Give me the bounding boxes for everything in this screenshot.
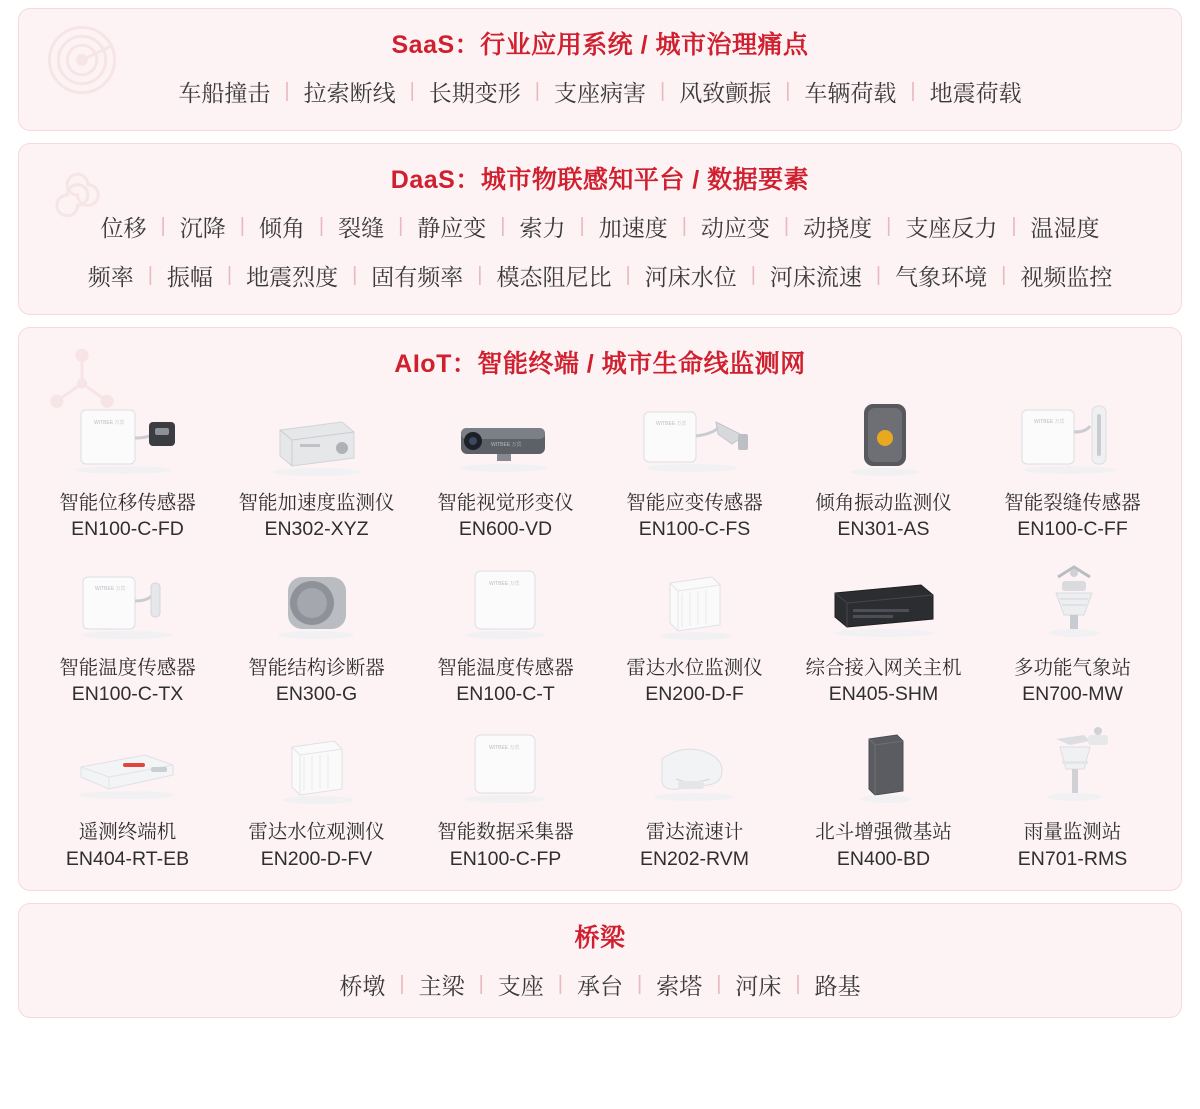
list-item[interactable]: 长期变形 — [428, 80, 521, 106]
daas-tag-row-2 — [19, 251, 1181, 300]
separator: | — [534, 80, 540, 102]
list-item[interactable]: 拉索断线 — [303, 80, 396, 106]
separator: | — [226, 264, 233, 286]
device-model: EN700-MW — [1022, 682, 1123, 705]
radar-water-level-icon — [620, 557, 770, 649]
list-item[interactable]: 桥墩 — [339, 972, 386, 999]
device-card[interactable] — [411, 386, 600, 551]
list-item[interactable]: 索力 — [519, 215, 566, 241]
saas-title-cn: 行业应用系统 / 城市治理痛点 — [480, 31, 809, 59]
device-card[interactable] — [978, 715, 1167, 880]
structure-diagnostic-icon — [242, 557, 392, 649]
separator: | — [795, 972, 801, 995]
telemetry-terminal-icon — [53, 721, 203, 813]
device-model: EN300-G — [275, 682, 358, 705]
separator: | — [1011, 215, 1017, 237]
svg-text:WITBEE 万宾: WITBEE 万宾 — [94, 585, 126, 592]
device-model: EN404-RT-EB — [65, 847, 190, 870]
device-model: EN100-C-FD — [71, 518, 184, 541]
list-item[interactable]: 支座反力 — [905, 215, 998, 241]
device-card[interactable] — [600, 715, 789, 880]
list-item[interactable]: 风致颤振 — [679, 80, 772, 106]
separator: | — [910, 80, 916, 102]
device-name: 雷达水位观测仪 — [248, 821, 385, 844]
separator: | — [716, 972, 722, 995]
separator: | — [625, 264, 631, 286]
separator: | — [637, 972, 643, 995]
list-item[interactable]: 动应变 — [700, 215, 770, 241]
separator: | — [160, 215, 166, 237]
device-model: EN100-C-TX — [71, 682, 184, 705]
device-model: EN202-RVM — [639, 847, 750, 870]
device-card[interactable] — [978, 386, 1167, 551]
device-name: 智能应变传感器 — [626, 492, 763, 514]
aiot-title-en: AIoT： — [394, 350, 478, 378]
separator: | — [886, 215, 892, 237]
device-card[interactable] — [789, 386, 978, 551]
list-item[interactable]: 振幅 — [166, 264, 213, 290]
list-item[interactable]: 温湿度 — [1030, 215, 1100, 241]
separator: | — [500, 215, 506, 237]
list-item[interactable]: 河床 — [735, 972, 782, 999]
device-model: EN100-C-FF — [1017, 518, 1128, 541]
radar-water-observer-icon — [242, 721, 392, 813]
device-card[interactable] — [33, 551, 222, 716]
device-card[interactable] — [222, 386, 411, 551]
device-model: EN600-VD — [458, 518, 553, 541]
daas-panel — [18, 143, 1182, 315]
device-name: 智能位移传感器 — [59, 492, 196, 514]
device-model: EN400-BD — [836, 847, 931, 870]
list-item[interactable]: 模态阻尼比 — [496, 264, 612, 290]
device-name: 智能温度传感器 — [437, 656, 574, 679]
list-item[interactable]: 河床水位 — [644, 264, 737, 290]
radar-flow-meter-icon — [620, 721, 770, 813]
separator: | — [398, 215, 404, 237]
data-collector-icon — [431, 721, 581, 813]
svg-text:WITBEE 万宾: WITBEE 万宾 — [490, 442, 522, 448]
device-card[interactable] — [222, 715, 411, 880]
device-name: 智能温度传感器 — [59, 656, 196, 679]
separator: | — [477, 264, 483, 286]
vision-camera-icon — [431, 392, 581, 484]
device-model: EN200-D-F — [645, 682, 744, 705]
svg-text:WITBEE 万宾: WITBEE 万宾 — [93, 420, 125, 426]
saas-panel — [18, 8, 1182, 131]
list-item[interactable]: 地震烈度 — [246, 264, 339, 290]
bridge-title: 桥梁 — [574, 923, 626, 952]
device-name: 综合接入网关主机 — [805, 656, 962, 679]
list-item[interactable]: 气象环境 — [895, 264, 988, 290]
temperature-panel-icon — [431, 557, 581, 649]
rain-gauge-icon — [998, 721, 1148, 813]
saas-title — [19, 9, 1181, 67]
device-card[interactable] — [978, 551, 1167, 716]
aiot-title-cn: 智能终端 / 城市生命线监测网 — [477, 350, 806, 378]
list-item[interactable]: 频率 — [87, 264, 134, 290]
svg-text:WITBEE 万宾: WITBEE 万宾 — [655, 421, 687, 427]
daas-tag-row-1 — [19, 202, 1181, 251]
device-name: 智能加速度监测仪 — [238, 492, 395, 514]
device-name: 北斗增强微基站 — [815, 821, 952, 844]
separator: | — [147, 264, 153, 286]
separator: | — [875, 264, 882, 286]
list-item[interactable]: 沉降 — [179, 215, 226, 241]
inclination-vibration-icon — [809, 392, 959, 484]
device-name: 雨量监测站 — [1023, 821, 1122, 844]
device-model: EN100-C-FS — [638, 518, 751, 541]
device-card[interactable] — [411, 715, 600, 880]
device-name: 雷达水位监测仪 — [626, 656, 763, 679]
aiot-title — [19, 328, 1181, 382]
list-item[interactable]: 车辆荷载 — [804, 80, 897, 106]
list-item[interactable]: 路基 — [814, 972, 861, 999]
device-card[interactable] — [222, 551, 411, 716]
list-item[interactable]: 静应变 — [417, 215, 487, 241]
device-name: 多功能气象站 — [1013, 656, 1131, 679]
device-model: EN405-SHM — [828, 682, 939, 705]
daas-title — [19, 144, 1181, 202]
list-item[interactable]: 倾角 — [258, 215, 305, 241]
list-item[interactable]: 索塔 — [656, 972, 703, 999]
separator: | — [409, 80, 415, 102]
list-item[interactable]: 固有频率 — [371, 264, 464, 290]
separator: | — [681, 215, 687, 237]
beidou-station-icon — [809, 721, 959, 813]
device-model: EN100-C-T — [456, 682, 555, 705]
daas-title-en: DaaS： — [390, 166, 481, 194]
device-model: EN200-D-FV — [260, 847, 373, 870]
device-model: EN701-RMS — [1017, 847, 1128, 870]
device-name: 智能结构诊断器 — [248, 656, 385, 679]
separator: | — [352, 264, 358, 286]
accelerometer-box-icon — [242, 392, 392, 484]
device-name: 智能数据采集器 — [437, 821, 574, 844]
saas-tag-row — [19, 67, 1181, 116]
separator: | — [785, 80, 791, 102]
saas-title-en: SaaS： — [391, 31, 481, 59]
svg-text:WITBEE 万宾: WITBEE 万宾 — [488, 745, 520, 752]
daas-title-cn: 城市物联感知平台 / 数据要素 — [480, 166, 810, 194]
device-card[interactable] — [33, 715, 222, 880]
device-name: 智能视觉形变仪 — [437, 492, 574, 514]
list-item[interactable]: 裂缝 — [338, 215, 385, 241]
device-card[interactable] — [789, 551, 978, 716]
device-model: EN301-AS — [837, 518, 930, 541]
separator: | — [478, 972, 484, 995]
separator: | — [399, 972, 405, 995]
separator: | — [284, 80, 290, 102]
temperature-sensor-icon — [53, 557, 203, 649]
separator: | — [783, 215, 790, 237]
separator: | — [579, 215, 585, 237]
crack-sensor-icon — [998, 392, 1148, 484]
list-item[interactable]: 视频监控 — [1020, 264, 1113, 290]
list-item[interactable]: 河床流速 — [769, 264, 862, 290]
separator: | — [750, 264, 756, 286]
separator: | — [1001, 264, 1007, 286]
separator: | — [318, 215, 325, 237]
list-item[interactable]: 承台 — [577, 972, 623, 999]
device-grid — [19, 382, 1181, 890]
device-name: 智能裂缝传感器 — [1004, 492, 1141, 514]
list-item[interactable]: 地震荷载 — [929, 80, 1022, 106]
list-item[interactable]: 主梁 — [418, 972, 465, 999]
bridge-tag-row — [19, 960, 1181, 1017]
device-name: 遥测终端机 — [78, 821, 177, 844]
weather-station-icon — [998, 557, 1148, 649]
device-model: EN302-XYZ — [264, 518, 369, 541]
svg-text:WITBEE 万宾: WITBEE 万宾 — [1033, 419, 1065, 425]
list-item[interactable]: 支座病害 — [554, 80, 646, 106]
list-item[interactable]: 加速度 — [598, 215, 668, 241]
device-card[interactable] — [600, 386, 789, 551]
device-name: 倾角振动监测仪 — [815, 492, 952, 514]
separator: | — [557, 972, 563, 995]
device-model: EN100-C-FP — [449, 847, 562, 870]
separator: | — [239, 215, 245, 237]
svg-text:WITBEE 万宾: WITBEE 万宾 — [488, 580, 520, 587]
displacement-sensor-icon — [53, 392, 203, 484]
list-item[interactable]: 动挠度 — [803, 215, 873, 241]
aiot-panel — [18, 327, 1182, 891]
bridge-panel — [18, 903, 1182, 1018]
device-card[interactable] — [789, 715, 978, 880]
gateway-rack-icon — [809, 557, 959, 649]
device-card[interactable] — [33, 386, 222, 551]
device-card[interactable] — [411, 551, 600, 716]
separator: | — [660, 80, 666, 102]
device-card[interactable] — [600, 551, 789, 716]
strain-sensor-icon — [620, 392, 770, 484]
list-item[interactable]: 支座 — [497, 972, 544, 999]
list-item[interactable]: 车船撞击 — [178, 80, 271, 106]
list-item[interactable]: 位移 — [100, 215, 147, 241]
device-name: 雷达流速计 — [645, 821, 744, 844]
